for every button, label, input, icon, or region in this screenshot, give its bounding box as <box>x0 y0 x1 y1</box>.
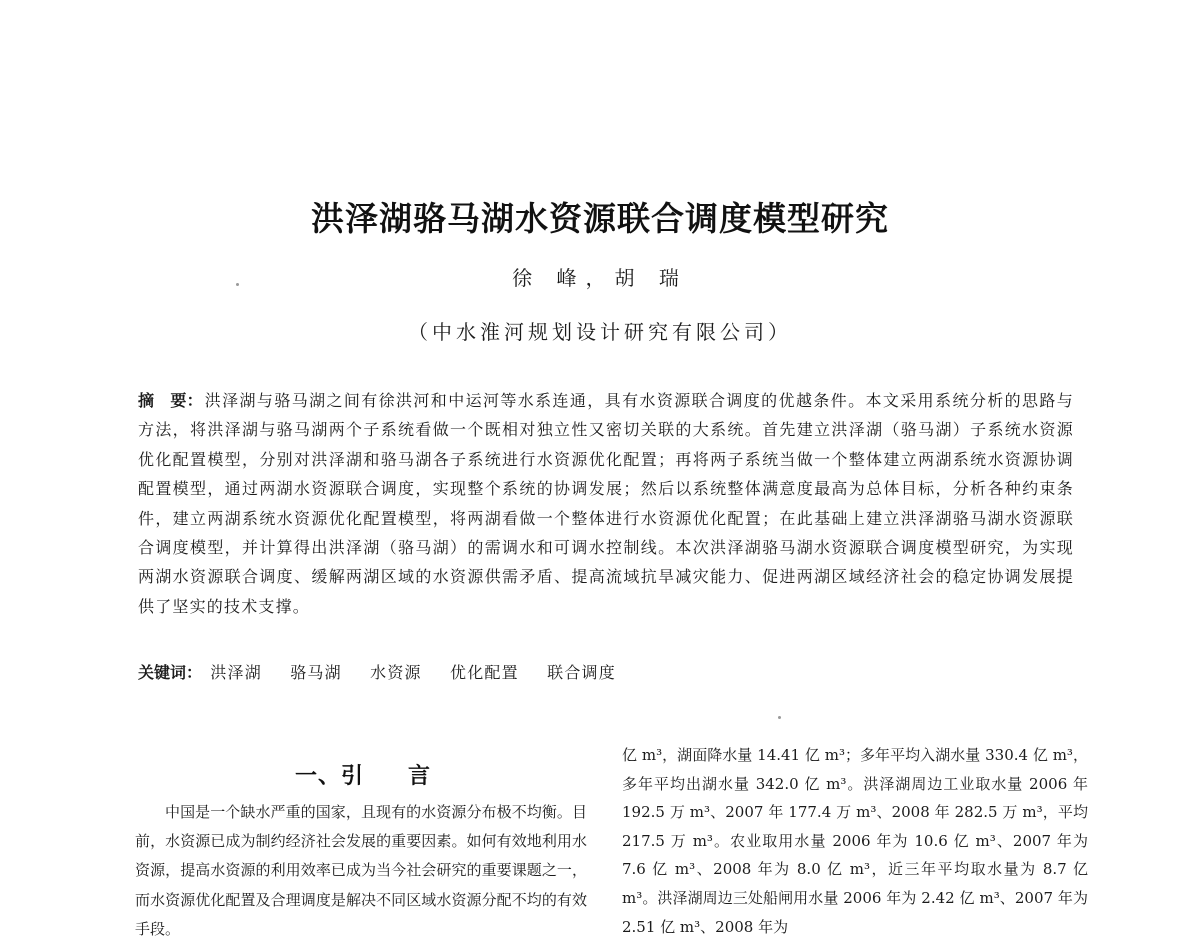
abstract-label: 摘 要： <box>138 391 203 410</box>
keywords-block <box>138 660 1074 683</box>
keywords-label: 关键词： <box>138 663 203 682</box>
section-title-word: 言 <box>408 764 432 789</box>
keyword-item: 骆马湖 <box>290 663 342 682</box>
keyword-item: 水资源 <box>370 663 422 682</box>
section-number: 一、引 <box>294 764 364 789</box>
right-column-text: 亿 m³，湖面降水量 14.41 亿 m³；多年平均入湖水量 330.4 亿 m³，多年平均出湖水量 342.0 亿 m³。洪泽湖周边工业取水量 2006 年 192.5 万 m³、2007 年 177.4 万 m³、2008 年 282.5 万 m³，平均 217.5 万 m³。农业取用水量 2006 年为 10.6 亿 m³、2007 年为 7.6 亿 m³、2008 年为 8.0 亿 m³，近三年平均取水量为 8.7 亿 m³。洪泽湖周边三处船闸用水量 2006 年为 2.42 亿 m³、2007 年为 2.51 亿 m³、2008 年为 <box>622 746 1088 936</box>
keyword-item: 洪泽湖 <box>210 663 262 682</box>
paper-title: 洪泽湖骆马湖水资源联合调度模型研究 <box>311 199 889 238</box>
keyword-item: 联合调度 <box>547 663 616 682</box>
abstract-text: 洪泽湖与骆马湖之间有徐洪河和中运河等水系连通，具有水资源联合调度的优越条件。本文采用系统分析的思路与方法，将洪泽湖与骆马湖两个子系统看做一个既相对独立性又密切关联的大系统。首先建立洪泽湖（骆马湖）子系统水资源优化配置模型，分别对洪泽湖和骆马湖各子系统进行水资源优化配置；再将两子系统当做一个整体建立两湖系统水资源协调配置模型，通过两湖水资源联合调度，实现整个系统的协调发展；然后以系统整体满意度最高为总体目标，分析各种约束条件，建立两湖系统水资源优化配置模型，将两湖看做一个整体进行水资源优化配置；在此基础上建立洪泽湖骆马湖水资源联合调度模型，并计算得出洪泽湖（骆马湖）的需调水和可调水控制线。本次洪泽湖骆马湖水资源联合调度模型研究，为实现两湖水资源联合调度、缓解两湖区域的水资源供需矛盾、提高流域抗旱减灾能力、促进两湖区域经济社会的稳定协调发展提供了坚实的技术支撑。 <box>138 391 1074 616</box>
paper-affiliation: （中水淮河规划设计研究有限公司） <box>408 320 792 344</box>
scan-speck <box>236 283 239 286</box>
abstract-block <box>138 386 1074 621</box>
scan-speck <box>778 716 781 719</box>
keyword-item: 优化配置 <box>450 663 519 682</box>
paper-authors: 徐 峰，胡 瑞 <box>512 266 688 290</box>
section-heading-introduction <box>138 759 588 790</box>
intro-paragraph: 中国是一个缺水严重的国家，且现有的水资源分布极不均衡。目前，水资源已成为制约经济社会发展的重要因素。如何有效地利用水资源，提高水资源的利用效率已成为当今社会研究的重要课题之一，而水资源优化配置及合理调度是解决不同区域水资源分配不均的有效手段。 <box>135 803 587 938</box>
